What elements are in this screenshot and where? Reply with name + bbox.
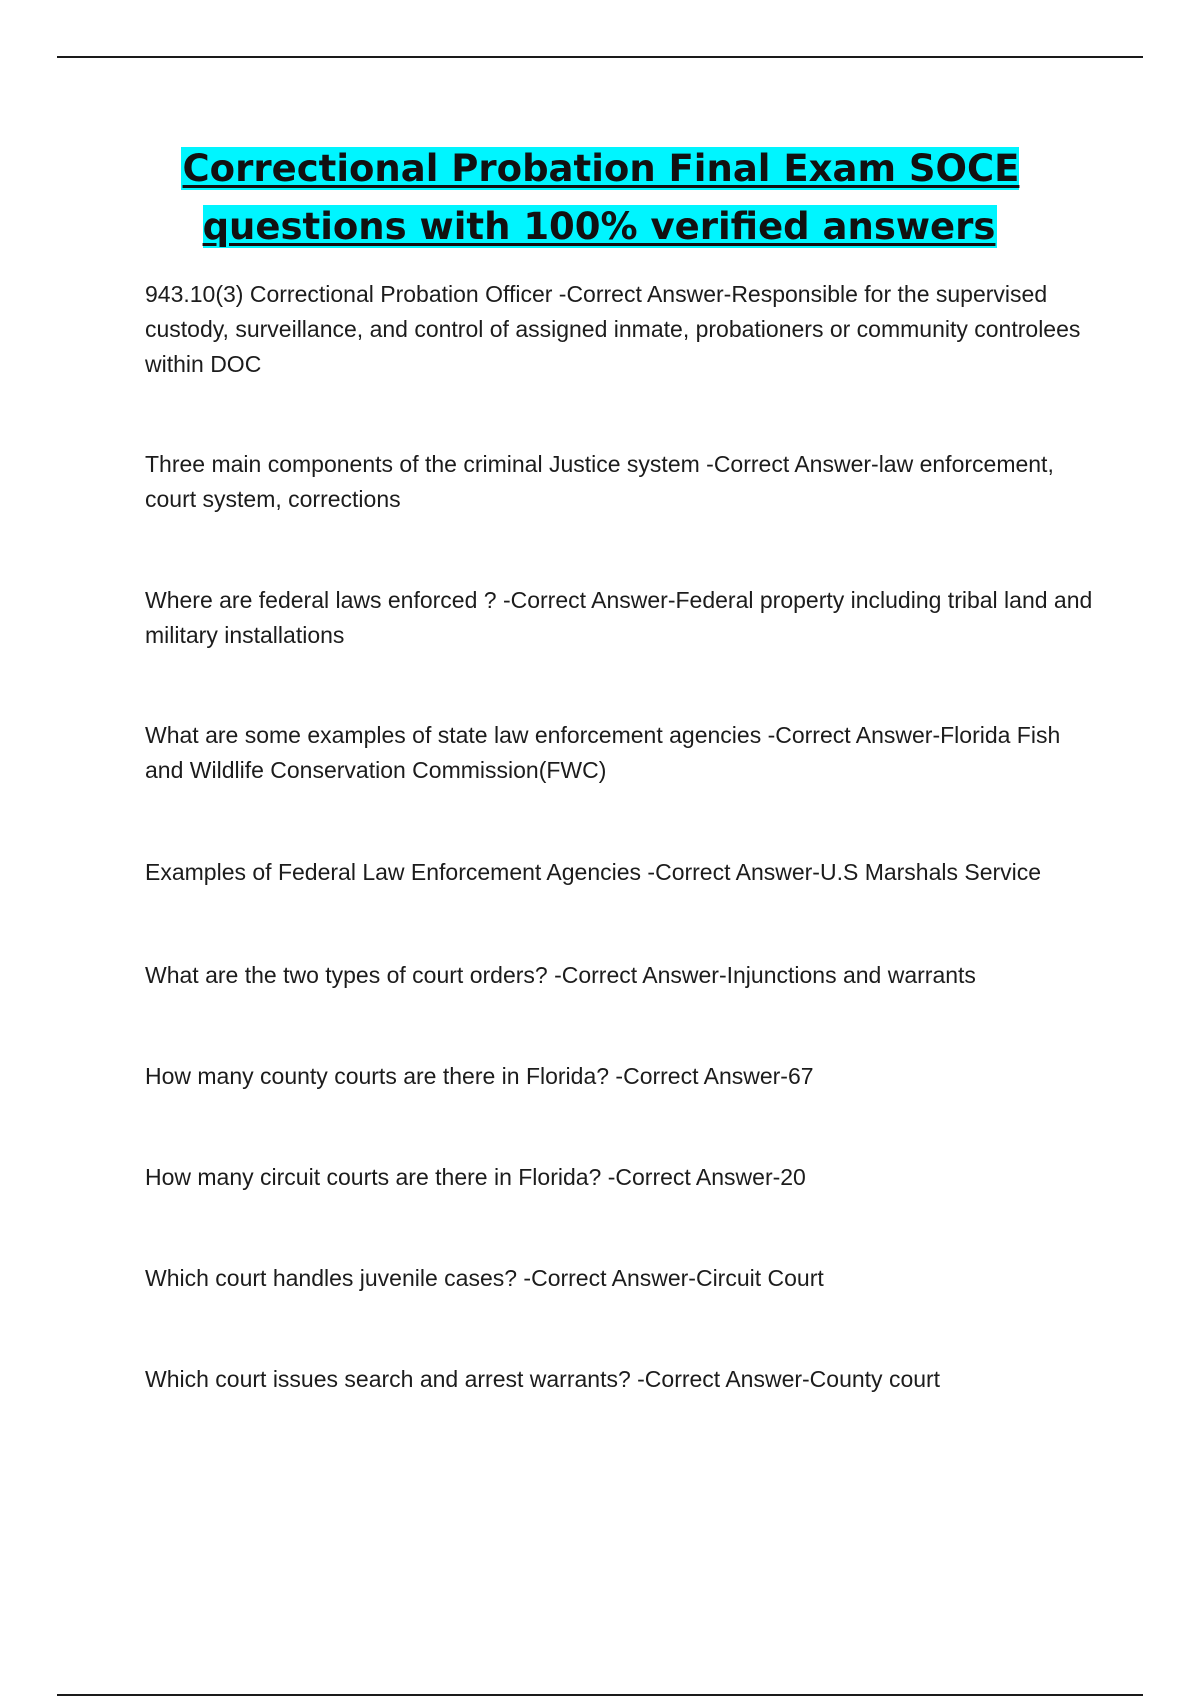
qa-entry-5: Examples of Federal Law Enforcement Agencies -Correct Answer-U.S Marshals Service xyxy=(145,859,1042,885)
page-title xyxy=(140,140,1060,256)
qa-entry-2: Three main components of the criminal Justice system -Correct Answer-law enforcement, court system, corrections xyxy=(145,451,1054,512)
qa-entry-1: 943.10(3) Correctional Probation Officer -Correct Answer-Responsible for the supervised custody, surveillance, and control of assigned inmate, probationers or community controlees within DOC xyxy=(145,281,1081,377)
page-title-text: Correctional Probation Final Exam SOCE questions with 100% verified answers xyxy=(182,147,1020,248)
qa-entry-4: What are some examples of state law enforcement agencies -Correct Answer-Florida Fish and Wildlife Conservation Commission(FWC) xyxy=(145,722,1061,783)
header-rule xyxy=(57,56,1143,58)
qa-entry-3: Where are federal laws enforced ? -Correct Answer-Federal property including tribal land and military installations xyxy=(145,587,1093,648)
footer-rule xyxy=(57,1694,1143,1696)
qa-entry-8: How many circuit courts are there in Florida? -Correct Answer-20 xyxy=(145,1164,806,1190)
qa-entry-6: What are the two types of court orders? -Correct Answer-Injunctions and warrants xyxy=(145,962,976,988)
qa-entry-9: Which court handles juvenile cases? -Correct Answer-Circuit Court xyxy=(145,1265,824,1291)
qa-entry-10: Which court issues search and arrest warrants? -Correct Answer-County court xyxy=(145,1366,941,1392)
qa-entry-7: How many county courts are there in Florida? -Correct Answer-67 xyxy=(145,1063,814,1089)
